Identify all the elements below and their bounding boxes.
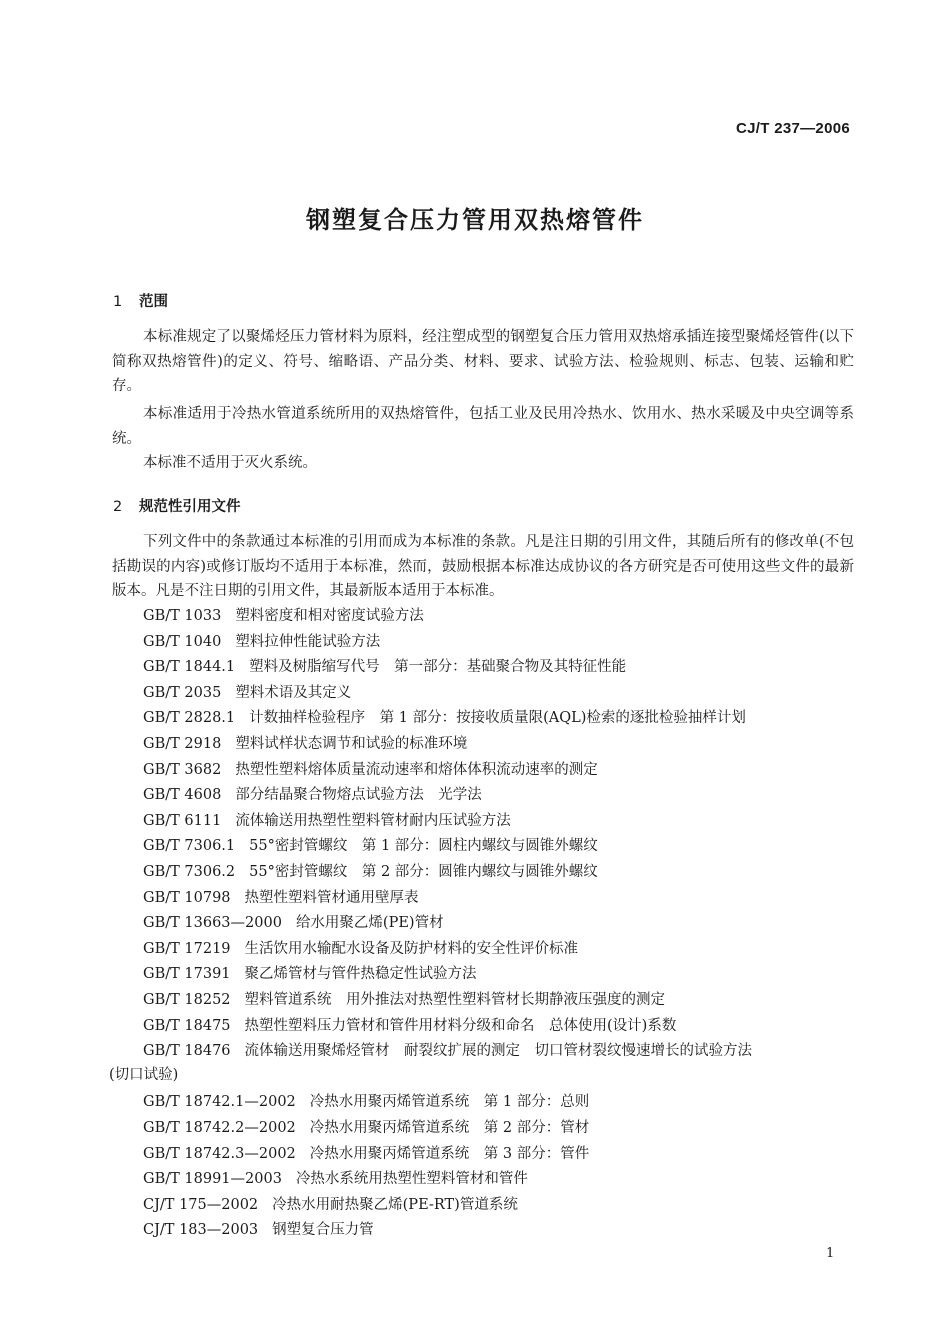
- reference-title: 冷热水用聚丙烯管道系统 第 3 部分：管件: [309, 1145, 590, 1162]
- paragraph: 本标准规定了以聚烯烃压力管材料为原料，经注塑成型的钢塑复合压力管用双热熔承插连接型聚烯烃管件(以下简称双热熔管件)的定义、符号、缩略语、产品分类、材料、要求、试验方法、检验规则、标志、包装、运输和贮存。: [112, 329, 854, 394]
- reference-item: [143, 1144, 589, 1164]
- reference-title: 热塑性塑料压力管材和管件用材料分级和命名 总体使用(设计)系数: [244, 1017, 677, 1034]
- reference-item: [143, 683, 351, 703]
- section-heading: [113, 290, 168, 311]
- reference-code: GB/T 10798: [143, 889, 231, 906]
- reference-code: GB/T 18252: [143, 992, 231, 1008]
- paragraph: 下列文件中的条款通过本标准的引用而成为本标准的条款。凡是注日期的引用文件，其随后所有的修改单(不包括勘误的内容)或修订版均不适用于本标准，然而，鼓励根据本标准达成协议的各方研究是否可使用这些文件的最新版本。凡是不注日期的引用文件，其最新版本适用于本标准。: [112, 534, 854, 599]
- reference-item: [143, 1016, 676, 1036]
- section-number: 1: [113, 294, 123, 310]
- section-title: 范围: [139, 294, 168, 310]
- reference-code: GB/T 2035: [143, 684, 222, 701]
- reference-title: 流体输送用热塑性塑料管材耐内压试验方法: [235, 812, 511, 829]
- reference-code: GB/T 1844.1: [143, 659, 236, 676]
- reference-code: GB/T 3682: [143, 761, 222, 778]
- reference-item: [143, 913, 444, 933]
- reference-item: [143, 1092, 589, 1112]
- reference-code: GB/T 18742.3—2002: [143, 1145, 296, 1162]
- reference-code: GB/T 17391: [143, 966, 231, 983]
- reference-item: [143, 964, 477, 984]
- reference-item: [143, 939, 578, 959]
- page-number: 1: [826, 1246, 835, 1261]
- section-number: 2: [113, 499, 123, 515]
- reference-title: 热塑性塑料管材通用壁厚表: [244, 889, 419, 906]
- reference-code: CJ/T 175—2002: [143, 1196, 259, 1213]
- reference-code: GB/T 18742.2—2002: [143, 1120, 296, 1136]
- reference-title: 塑料术语及其定义: [235, 684, 352, 701]
- reference-title: 聚乙烯管材与管件热稳定性试验方法: [244, 966, 477, 983]
- reference-item: [143, 657, 626, 677]
- document-title: 钢塑复合压力管用双热熔管件: [306, 206, 644, 234]
- reference-title: 冷热水用耐热聚乙烯(PE-RT)管道系统: [272, 1196, 518, 1213]
- reference-title: 生活饮用水输配水设备及防护材料的安全性评价标准: [244, 940, 579, 957]
- reference-code: GB/T 18991—2003: [143, 1171, 282, 1188]
- reference-title: 55°密封管螺纹 第 1 部分：圆柱内螺纹与圆锥外螺纹: [249, 838, 598, 855]
- reference-code: GB/T 18742.1—2002: [143, 1094, 296, 1111]
- reference-code: GB/T 13663—2000: [143, 915, 282, 932]
- reference-code: GB/T 18475: [143, 1017, 231, 1034]
- reference-title: 塑料管道系统 用外推法对热塑性塑料管材长期静液压强度的测定: [244, 992, 666, 1008]
- reference-code: GB/T 1033: [143, 608, 222, 624]
- reference-code: GB/T 17219: [143, 940, 231, 957]
- reference-title-continuation: (切口试验): [109, 1067, 179, 1084]
- reference-title: 给水用聚乙烯(PE)管材: [295, 915, 444, 932]
- reference-code: GB/T 2828.1: [143, 710, 236, 727]
- reference-title: 55°密封管螺纹 第 2 部分：圆锥内螺纹与圆锥外螺纹: [249, 864, 598, 880]
- reference-code: GB/T 18476: [143, 1043, 231, 1060]
- section-heading: [113, 495, 241, 516]
- reference-code: CJ/T 183—2003: [143, 1222, 259, 1239]
- reference-item: [143, 1220, 374, 1240]
- reference-item: [143, 760, 598, 780]
- reference-title: 塑料密度和相对密度试验方法: [235, 608, 424, 624]
- reference-title: 钢塑复合压力管: [272, 1222, 374, 1239]
- reference-title: 冷热水系统用热塑性塑料管材和管件: [295, 1171, 528, 1188]
- reference-item: [143, 836, 598, 856]
- reference-title: 冷热水用聚丙烯管道系统 第 1 部分：总则: [309, 1094, 590, 1111]
- reference-item: [143, 632, 380, 652]
- reference-item: [143, 606, 424, 626]
- reference-item: [143, 1195, 518, 1215]
- reference-title: 塑料及树脂缩写代号 第一部分：基础聚合物及其特征性能: [249, 659, 627, 676]
- section-title: 规范性引用文件: [139, 499, 241, 515]
- reference-item: [143, 734, 467, 754]
- reference-code: GB/T 7306.2: [143, 864, 236, 880]
- reference-item: [143, 785, 482, 805]
- reference-code: GB/T 4608: [143, 787, 222, 804]
- reference-title: 计数抽样检验程序 第 1 部分：按接收质量限(AQL)检索的逐批检验抽样计划: [249, 710, 746, 727]
- reference-item: [143, 708, 746, 728]
- reference-item: [143, 990, 665, 1010]
- standard-code: CJ/T 237—2006: [736, 120, 850, 137]
- reference-title: 冷热水用聚丙烯管道系统 第 2 部分：管材: [309, 1120, 590, 1136]
- paragraph: 本标准适用于冷热水管道系统所用的双热熔管件，包括工业及民用冷热水、饮用水、热水采暖及中央空调等系统。: [112, 406, 854, 447]
- reference-item: [143, 1169, 528, 1189]
- reference-title: 塑料拉伸性能试验方法: [235, 633, 381, 650]
- reference-code: GB/T 6111: [143, 812, 222, 829]
- reference-code: GB/T 1040: [143, 633, 222, 650]
- reference-item: [143, 888, 419, 908]
- reference-code: GB/T 2918: [143, 736, 222, 752]
- paragraph: 本标准不适用于灭火系统。: [143, 455, 317, 471]
- reference-item: [109, 1041, 753, 1084]
- reference-item: [143, 862, 598, 882]
- reference-title: 热塑性塑料熔体质量流动速率和熔体体积流动速率的测定: [235, 761, 598, 778]
- reference-code: GB/T 7306.1: [143, 838, 236, 855]
- reference-title: 塑料试样状态调节和试验的标准环境: [235, 736, 468, 752]
- reference-item: [143, 1118, 589, 1138]
- reference-title: 流体输送用聚烯烃管材 耐裂纹扩展的测定 切口管材裂纹慢速增长的试验方法: [244, 1043, 753, 1060]
- reference-title: 部分结晶聚合物熔点试验方法 光学法: [235, 787, 482, 804]
- reference-item: [143, 811, 511, 831]
